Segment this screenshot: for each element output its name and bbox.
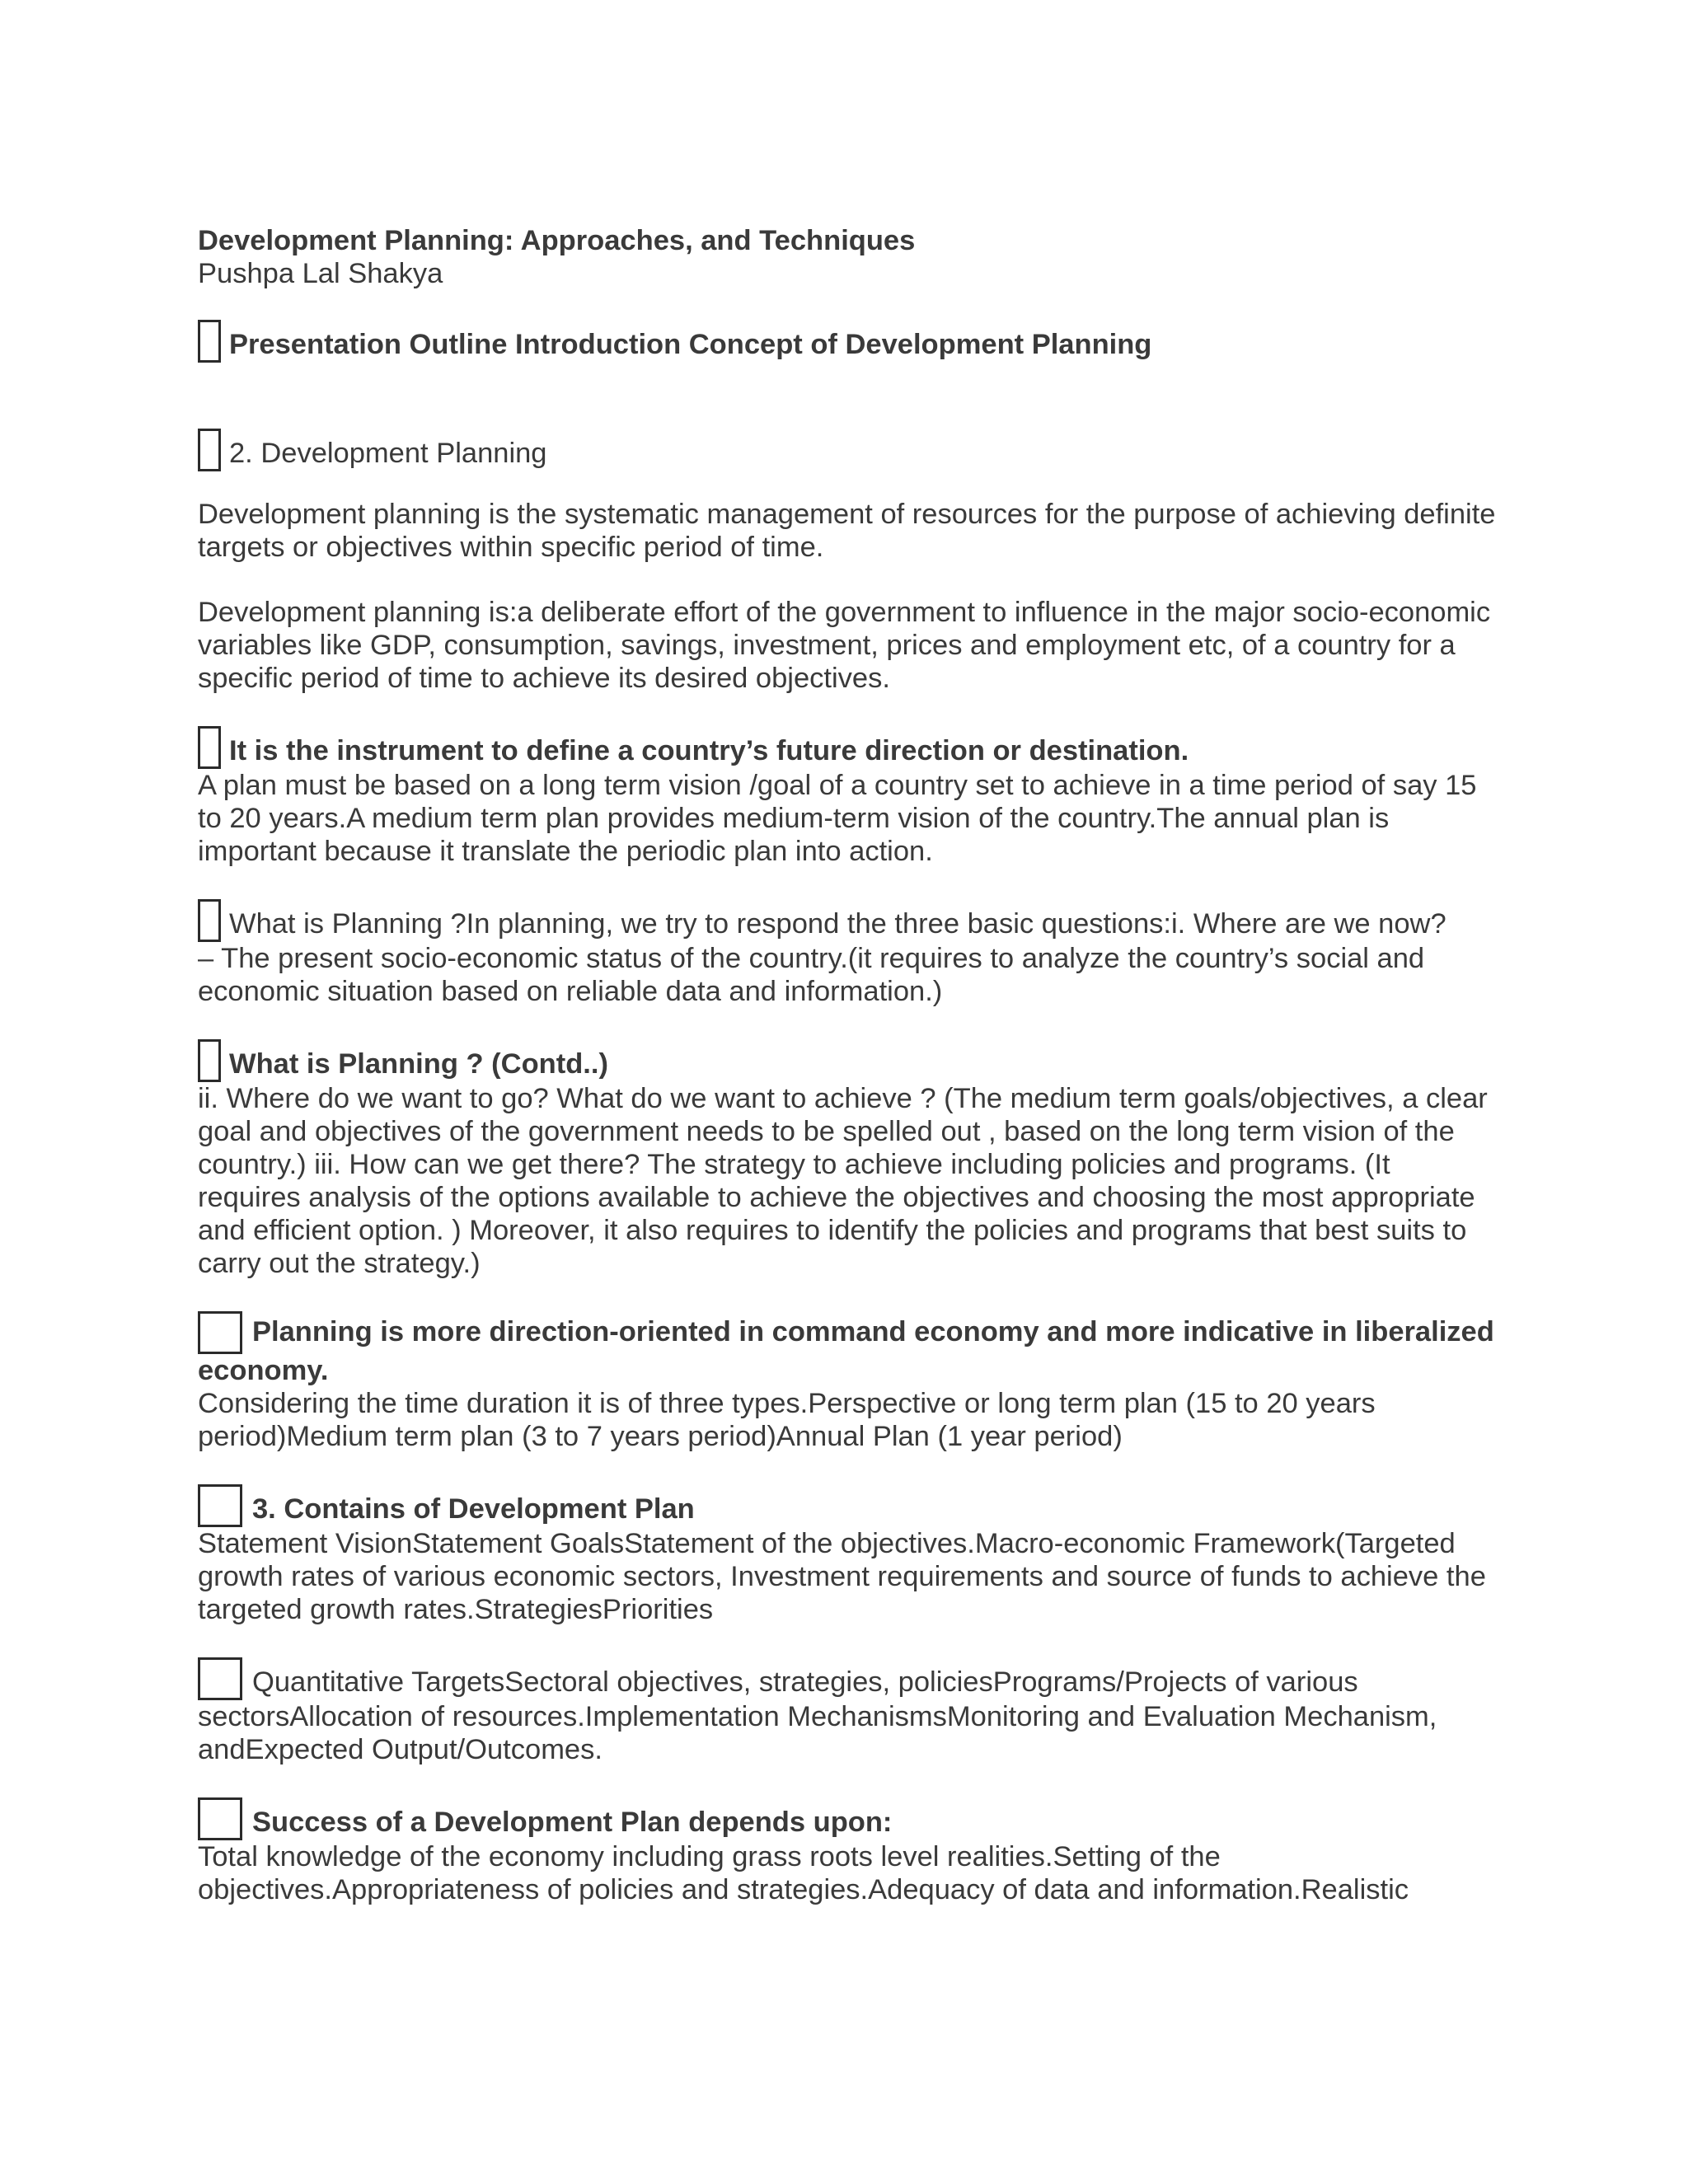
paragraph: – The present socio-economic status of the country.(it requires to analyze the country’s social and economic situation based on reliable data and information.) — [198, 943, 1425, 1007]
checkbox-glyph — [198, 1797, 242, 1840]
section-planning-direction — [198, 1311, 1500, 1453]
document-title: Development Planning: Approaches, and Techniques — [198, 225, 916, 256]
paragraph: Total knowledge of the economy including grass roots level realities.Setting of the objectives.Appropriateness of policies and strategies.Adequacy of data and information.Realistic — [198, 1841, 1409, 1905]
checkbox-glyph — [198, 726, 221, 769]
section-quantitative-targets — [198, 1657, 1500, 1766]
section-title: Planning is more direction-oriented in command economy and more indicative in liberalized economy. — [198, 1316, 1494, 1386]
section-title: What is Planning ? (Contd..) — [229, 1048, 608, 1080]
section-title: 2. Development Planning — [229, 438, 547, 469]
section-title: Presentation Outline Introduction Concept of Development Planning — [229, 329, 1152, 360]
checkbox-glyph — [198, 1311, 242, 1354]
checkbox-glyph — [198, 899, 221, 942]
paragraph: Development planning is the systematic management of resources for the purpose of achieving definite targets or objectives within specific period of time. — [198, 499, 1496, 563]
section-heading — [198, 1797, 1500, 1840]
checkbox-glyph — [198, 320, 221, 363]
section-title: Success of a Development Plan depends upon: — [252, 1807, 893, 1838]
paragraph: Considering the time duration it is of three types.Perspective or long term plan (15 to 20 years period)Medium term plan (3 to 7 years period)Annual Plan (1 year period) — [198, 1388, 1376, 1452]
section-what-is-planning — [198, 899, 1500, 1008]
section-heading — [198, 1039, 1500, 1082]
section-heading — [198, 899, 1500, 942]
paragraph: Statement VisionStatement GoalsStatement of the objectives.Macro-economic Framework(Targeted growth rates of various economic sectors, Investment requirements and source of funds to achieve the targeted growth rates.StrategiesPriorities — [198, 1528, 1486, 1625]
document-author: Pushpa Lal Shakya — [198, 258, 443, 289]
paragraph: sectorsAllocation of resources.Implementation MechanismsMonitoring and Evaluation Mechanism, andExpected Output/Outcomes. — [198, 1701, 1437, 1765]
section-heading — [198, 429, 1500, 471]
section-heading — [198, 726, 1500, 769]
section-title: 3. Contains of Development Plan — [252, 1493, 695, 1525]
checkbox-glyph — [198, 1484, 242, 1527]
section-heading — [198, 1484, 1500, 1527]
section-instrument — [198, 726, 1500, 868]
section-contains-plan — [198, 1484, 1500, 1626]
document-page — [198, 224, 1500, 1906]
section-heading — [198, 1311, 1500, 1387]
section-success-factors — [198, 1797, 1500, 1906]
checkbox-glyph — [198, 1657, 242, 1700]
section-lead: What is Planning ?In planning, we try to respond the three basic questions:i. Where are we now? — [229, 908, 1447, 940]
checkbox-glyph — [198, 1039, 221, 1082]
section-lead: Quantitative TargetsSectoral objectives, strategies, policiesPrograms/Projects of various — [252, 1666, 1358, 1698]
section-title: It is the instrument to define a country’s future direction or destination. — [229, 735, 1189, 766]
checkbox-glyph — [198, 429, 221, 471]
paragraph: A plan must be based on a long term vision /goal of a country set to achieve in a time period of say 15 to 20 years.A medium term plan provides medium-term vision of the country.The annual plan is important because it translate the periodic plan into action. — [198, 770, 1477, 867]
section-heading — [198, 320, 1500, 363]
section-outline — [198, 320, 1500, 363]
section-heading — [198, 1657, 1500, 1700]
section-what-is-planning-contd — [198, 1039, 1500, 1280]
section-development-planning — [198, 429, 1500, 695]
paragraph: ii. Where do we want to go? What do we want to achieve ? (The medium term goals/objectives, a clear goal and objectives of the government needs to be spelled out , based on the long term vision of the country.) iii. How can we get there? The strategy to achieve including policies and programs. (It requires analysis of the options available to achieve the objectives and choosing the most appropriate and efficient option. ) Moreover, it also requires to identify the policies and programs that best suits to carry out the strategy.) — [198, 1083, 1488, 1279]
paragraph: Development planning is:a deliberate effort of the government to influence in the major socio-economic variables like GDP, consumption, savings, investment, prices and employment etc, of a country for a specific period of time to achieve its desired objectives. — [198, 597, 1491, 694]
